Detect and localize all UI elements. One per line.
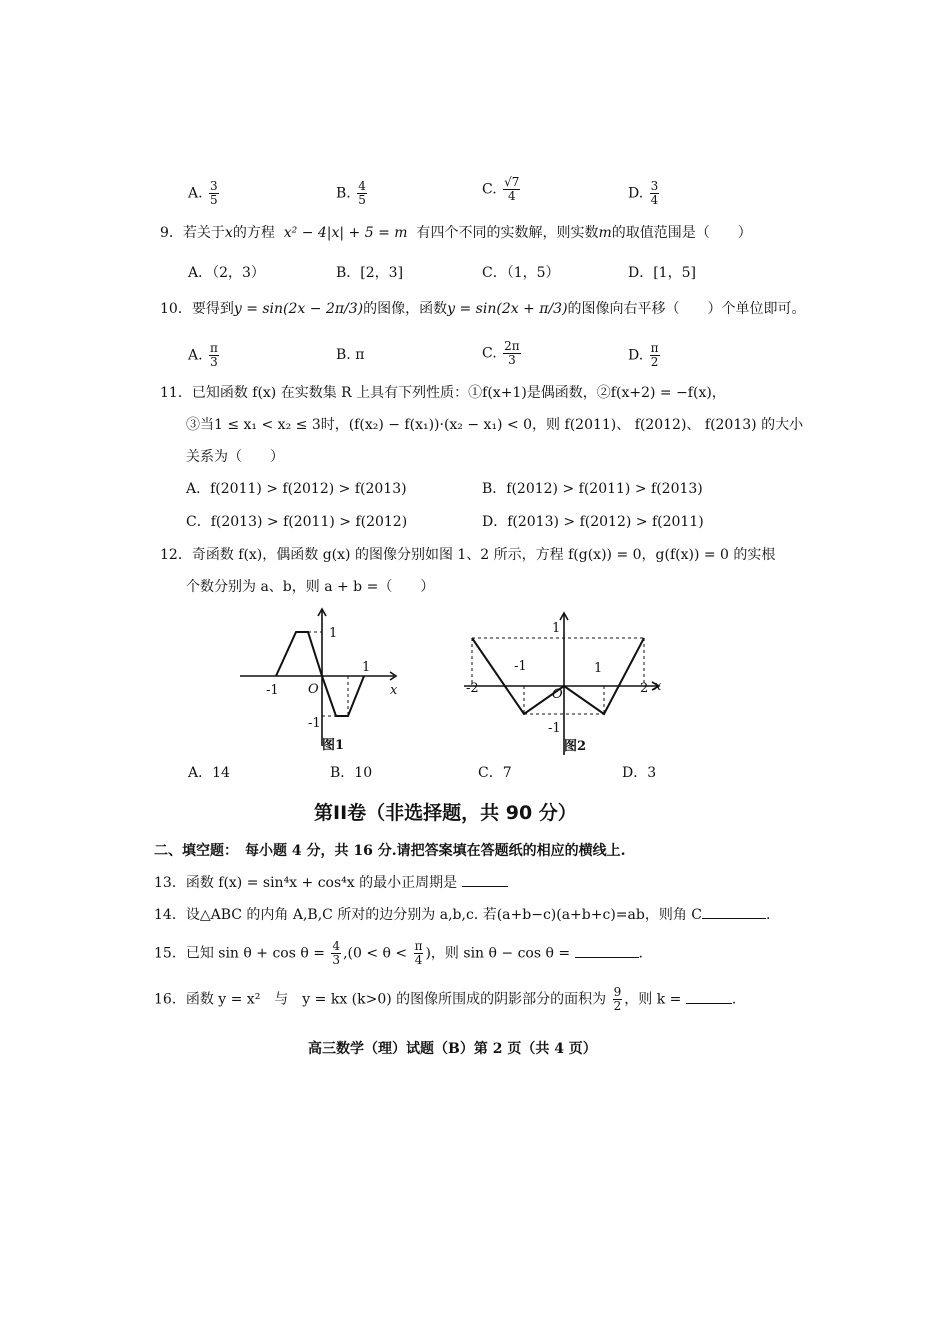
axis-label: x: [654, 679, 662, 694]
q12-option-d: D．3: [622, 765, 657, 781]
tick-label: 2: [640, 681, 649, 696]
tick-label: -2: [466, 681, 479, 696]
fraction: $\frac{2\pi}{3}$: [504, 339, 520, 367]
q10-option-a: A. $\frac{\pi}{3}$: [188, 341, 218, 369]
q11-line-3: 关系为（ ）: [186, 449, 284, 465]
tick-label: 1: [594, 661, 603, 676]
fraction: $\frac{\pi}{3}$: [210, 341, 218, 369]
answer-blank: [462, 874, 508, 887]
q12-option-c: C．7: [478, 765, 512, 781]
fill-in-header: 二、填空题： 每小题 4 分，共 16 分.请把答案填在答题纸的相应的横线上.: [154, 843, 626, 859]
q12-line-2: 个数分别为 a、b，则 a + b =（ ）: [186, 579, 435, 595]
q8-option-d: D. $\frac{3}{4}$: [628, 179, 659, 207]
q13: 13．函数 f(x) = sin⁴x + cos⁴x 的最小正周期是: [154, 874, 508, 892]
q11-line-2: ③当1 ≤ x₁ < x₂ ≤ 3时，(f(x₂) − f(x₁))·(x₂ − x₁) < 0，则 f(2011)、 f(2012)、 f(2013) 的大小: [186, 417, 804, 433]
q16: 16．函数 y = x² 与 y = kx (k>0) 的图像所围成的阴影部分的面积为 $\frac{9}{2}$ ，则 k = .: [154, 985, 737, 1013]
fraction: $\frac{3}{4}$: [650, 179, 659, 207]
q8-option-a: A. $\frac{3}{5}$: [188, 179, 218, 207]
q8-option-b: B. $\frac{4}{5}$: [336, 179, 366, 207]
fraction: $\frac{\pi}{4}$: [414, 939, 423, 967]
tick-label: -1: [266, 683, 279, 698]
tick-label: 1: [362, 660, 371, 675]
fraction: $\frac{3}{5}$: [210, 179, 218, 207]
q11-option-a: A．f(2011) > f(2012) > f(2013): [186, 481, 407, 497]
fraction: $\frac{\pi}{2}$: [650, 341, 659, 369]
q15: 15．已知 sin θ + cos θ = $\frac{4}{3}$ ,(0 < θ < $\frac{\pi}{4}$ )，则 sin θ − cos θ = .: [154, 939, 643, 967]
tick-label: -1: [514, 659, 527, 674]
q10-option-c: C. $\frac{2\pi}{3}$: [482, 339, 520, 367]
q9-option-c: C．（1，5）: [482, 265, 560, 281]
q9-option-a: A．（2，3）: [188, 265, 265, 281]
origin-label: O: [552, 687, 563, 702]
tick-label: 1: [329, 626, 338, 641]
q8-option-c: C. $\frac{√7}{4}$: [482, 175, 520, 203]
figure-caption: 图1: [322, 738, 345, 753]
tick-label: 1: [552, 621, 561, 636]
section-title: 第II卷（非选择题，共 90 分）: [314, 802, 577, 824]
figure-2-graph: [460, 610, 670, 760]
q12-line-1: 12．奇函数 f(x)，偶函数 g(x) 的图像分别如图 1、2 所示，方程 f(g(x)) = 0，g(f(x)) = 0 的实根: [160, 547, 776, 563]
fraction: $\frac{9}{2}$: [613, 985, 622, 1013]
function-curve: [276, 632, 364, 716]
q11-option-d: D．f(2013) > f(2012) > f(2011): [482, 514, 704, 530]
q12-option-b: B．10: [330, 765, 373, 781]
origin-label: O: [308, 682, 319, 697]
tick-label: -1: [308, 716, 321, 731]
answer-blank: [702, 906, 766, 919]
q10-option-b: B. π: [336, 347, 365, 363]
q11-option-b: B．f(2012) > f(2011) > f(2013): [482, 481, 703, 497]
fraction: $\frac{4}{5}$: [358, 179, 366, 207]
q11-option-c: C．f(2013) > f(2011) > f(2012): [186, 514, 408, 530]
q9-option-d: D．[1，5]: [628, 265, 696, 281]
tick-label: -1: [548, 721, 561, 736]
answer-blank: [686, 991, 732, 1004]
q10-option-d: D. $\frac{\pi}{2}$: [628, 341, 659, 369]
q10-stem: 10．要得到y = sin(2x − 2π/3)的图像，函数y = sin(2x + π/3)的图像向右平移（ ）个单位即可。: [160, 301, 806, 317]
fraction: $\frac{√7}{4}$: [504, 175, 520, 203]
q11-line-1: 11．已知函数 f(x) 在实数集 R 上具有下列性质：①f(x+1)是偶函数，②f(x+2) = −f(x)，: [160, 385, 726, 401]
axis-label: x: [390, 683, 398, 698]
answer-blank: [575, 945, 639, 958]
page-footer: 高三数学（理）试题（B）第 2 页（共 4 页）: [308, 1041, 597, 1057]
figure-1-graph: [236, 606, 406, 756]
q9-stem: 9．若关于x的方程 x² − 4|x| + 5 = m 有四个不同的实数解，则实数m的取值范围是（ ）: [160, 225, 752, 241]
q9-option-b: B．[2，3]: [336, 265, 404, 281]
figure-caption: 图2: [564, 739, 587, 754]
function-curve: [472, 638, 644, 714]
q14: 14．设△ABC 的内角 A,B,C 所对的边分别为 a,b,c. 若(a+b−c)(a+b+c)=ab，则角 C .: [154, 907, 771, 923]
fraction: $\frac{4}{3}$: [332, 939, 341, 967]
q12-option-a: A．14: [188, 765, 230, 781]
